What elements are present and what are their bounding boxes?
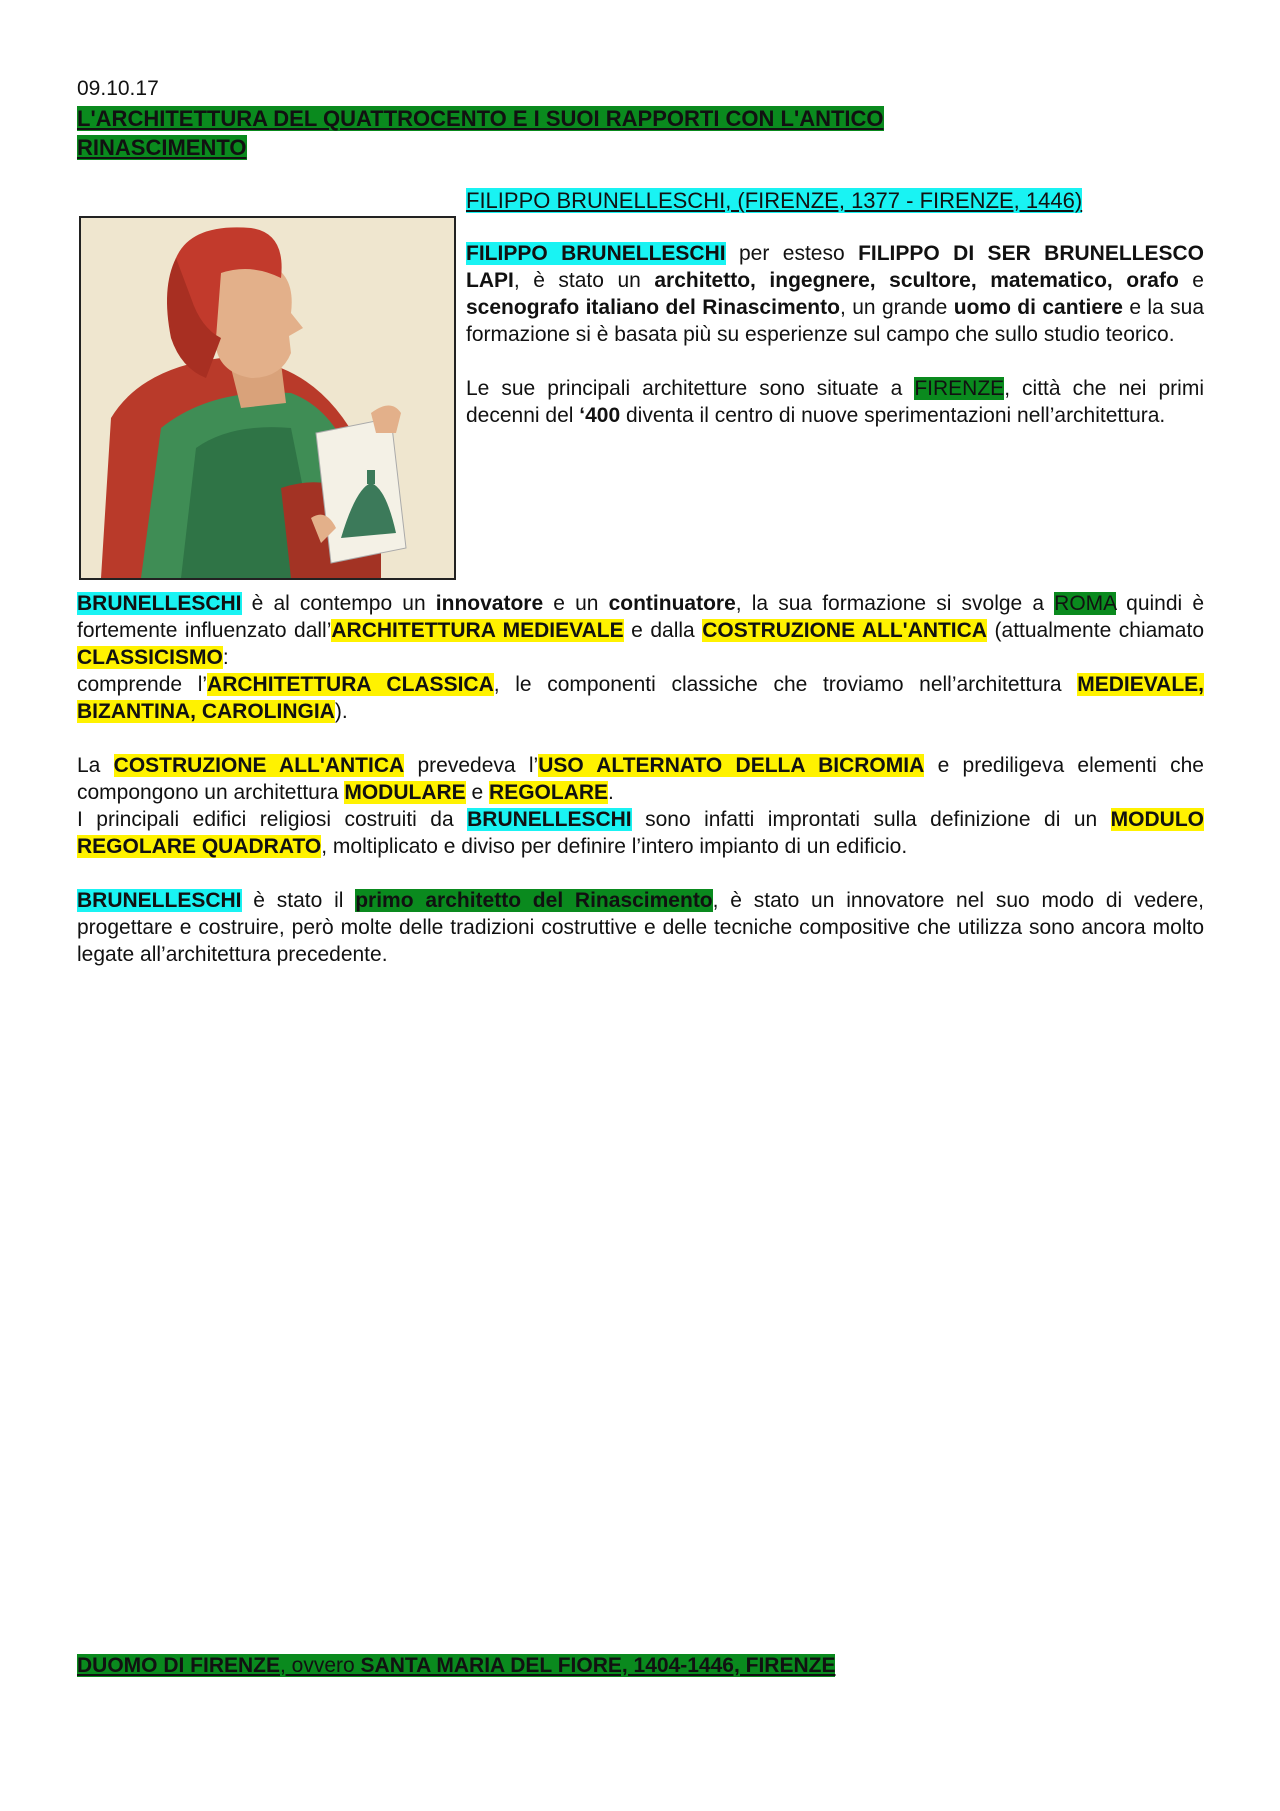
title-line-1: L'ARCHITETTURA DEL QUATTROCENTO E I SUOI RAPPORTI CON L'ANTICO	[77, 106, 884, 131]
text-run: , ovvero	[280, 1654, 361, 1677]
text-run: .	[608, 781, 614, 804]
roles: architetto, ingegnere, scultore, matematico, orafo	[654, 269, 1179, 292]
year-400: ‘400	[579, 404, 621, 427]
subtitle-text: FILIPPO BRUNELLESCHI, (FIRENZE, 1377 - FIRENZE, 1446)	[466, 188, 1083, 213]
highlight-bicromia: USO ALTERNATO DELLA BICROMIA	[538, 754, 925, 777]
continuatore: continuatore	[608, 592, 736, 615]
santa-maria-del-fiore: SANTA MARIA DEL FIORE, 1404-1446, FIRENZE	[360, 1654, 836, 1677]
duomo-name: DUOMO DI FIRENZE	[77, 1654, 280, 1677]
highlight-modulo: MODULO REGOLARE QUADRATO	[77, 808, 1204, 858]
page-title	[77, 104, 1057, 162]
title-line-2: RINASCIMENTO	[77, 135, 247, 160]
highlight-roma: ROMA	[1054, 592, 1117, 615]
duomo-heading	[77, 1654, 835, 1678]
body-paragraph-1	[77, 590, 1204, 725]
highlight-classica: ARCHITETTURA CLASSICA	[207, 673, 494, 696]
highlight-name: BRUNELLESCHI	[77, 592, 242, 615]
full-name: FILIPPO DI SER BRUNELLESCO LAPI	[466, 242, 1204, 292]
text-run: è al contempo un	[241, 592, 436, 615]
text-run: , le componenti classiche che troviamo nell’architettura	[493, 673, 1078, 696]
date-label: 09.10.17	[77, 77, 159, 100]
portrait-illustration	[81, 218, 454, 578]
section-subtitle	[466, 188, 1082, 214]
duomo-heading-text	[77, 1654, 835, 1677]
text-run: e prediligeva elementi che compongono un architettura	[77, 754, 1204, 804]
intro-paragraph-2	[466, 375, 1204, 429]
highlight-medievale: ARCHITETTURA MEDIEVALE	[331, 619, 624, 642]
highlight-regolare: REGOLARE	[489, 781, 609, 804]
text-run: , è stato un	[513, 269, 655, 292]
body-paragraph-2	[77, 752, 1204, 860]
text-run: , un grande	[839, 296, 954, 319]
text-run: , è stato un innovatore nel suo modo di vedere, progettare e costruire, però molte delle tradizioni costruttive e delle tecniche compositive che utilizza sono ancora molto legate all’architettura precedente.	[77, 889, 1204, 966]
highlight-firenze: FIRENZE	[914, 377, 1005, 400]
highlight-modulare: MODULARE	[344, 781, 466, 804]
intro-text	[466, 240, 1204, 456]
brunelleschi-portrait	[79, 216, 456, 580]
text-run: La	[77, 754, 114, 777]
text-run: per esteso	[725, 242, 859, 265]
highlight-name: BRUNELLESCHI	[77, 889, 242, 912]
text-run: diventa il centro di nuove sperimentazioni nell’architettura.	[620, 404, 1166, 427]
text-run: e un	[543, 592, 609, 615]
highlight-list: MEDIEVALE, BIZANTINA, CAROLINGIA	[77, 673, 1204, 723]
intro-paragraph-1	[466, 240, 1204, 348]
text-run: ).	[334, 700, 348, 723]
role-scenografo: scenografo italiano del Rinascimento	[466, 296, 840, 319]
text-run: , moltiplicato e diviso per definire l’intero impianto di un edificio.	[321, 835, 908, 858]
innovatore: innovatore	[435, 592, 544, 615]
text-run: sono infatti improntati sulla definizione di un	[631, 808, 1111, 831]
highlight-name: BRUNELLESCHI	[467, 808, 632, 831]
uomo-di-cantiere: uomo di cantiere	[953, 296, 1123, 319]
highlight-name: FILIPPO BRUNELLESCHI	[466, 242, 726, 265]
body-paragraph-3	[77, 887, 1204, 968]
text-run: comprende l’	[77, 673, 208, 696]
text-run: :	[222, 646, 229, 669]
highlight-antica: COSTRUZIONE ALL'ANTICA	[113, 754, 405, 777]
text-run: quindi è fortemente influenzato dall’	[77, 592, 1205, 642]
text-run: e	[465, 781, 490, 804]
text-run: I principali edifici religiosi costruiti da	[77, 808, 468, 831]
text-run: e	[1178, 269, 1204, 292]
text-run: , città che nei primi decenni del	[466, 377, 1204, 427]
text-run: prevedeva l’	[404, 754, 539, 777]
text-run: , la sua formazione si svolge a	[735, 592, 1055, 615]
text-run: è stato il	[241, 889, 356, 912]
text-run: e la sua formazione si è basata più su esperienze sul campo che sullo studio teorico.	[466, 296, 1205, 346]
highlight-primo-architetto: primo architetto del Rinascimento	[355, 889, 713, 912]
text-run: (attualmente chiamato	[986, 619, 1204, 642]
text-run: Le sue principali architetture sono situate a	[466, 377, 915, 400]
text-run: e dalla	[623, 619, 703, 642]
highlight-classicismo: CLASSICISMO	[77, 646, 223, 669]
highlight-antica: COSTRUZIONE ALL'ANTICA	[702, 619, 987, 642]
body-text	[77, 590, 1204, 995]
